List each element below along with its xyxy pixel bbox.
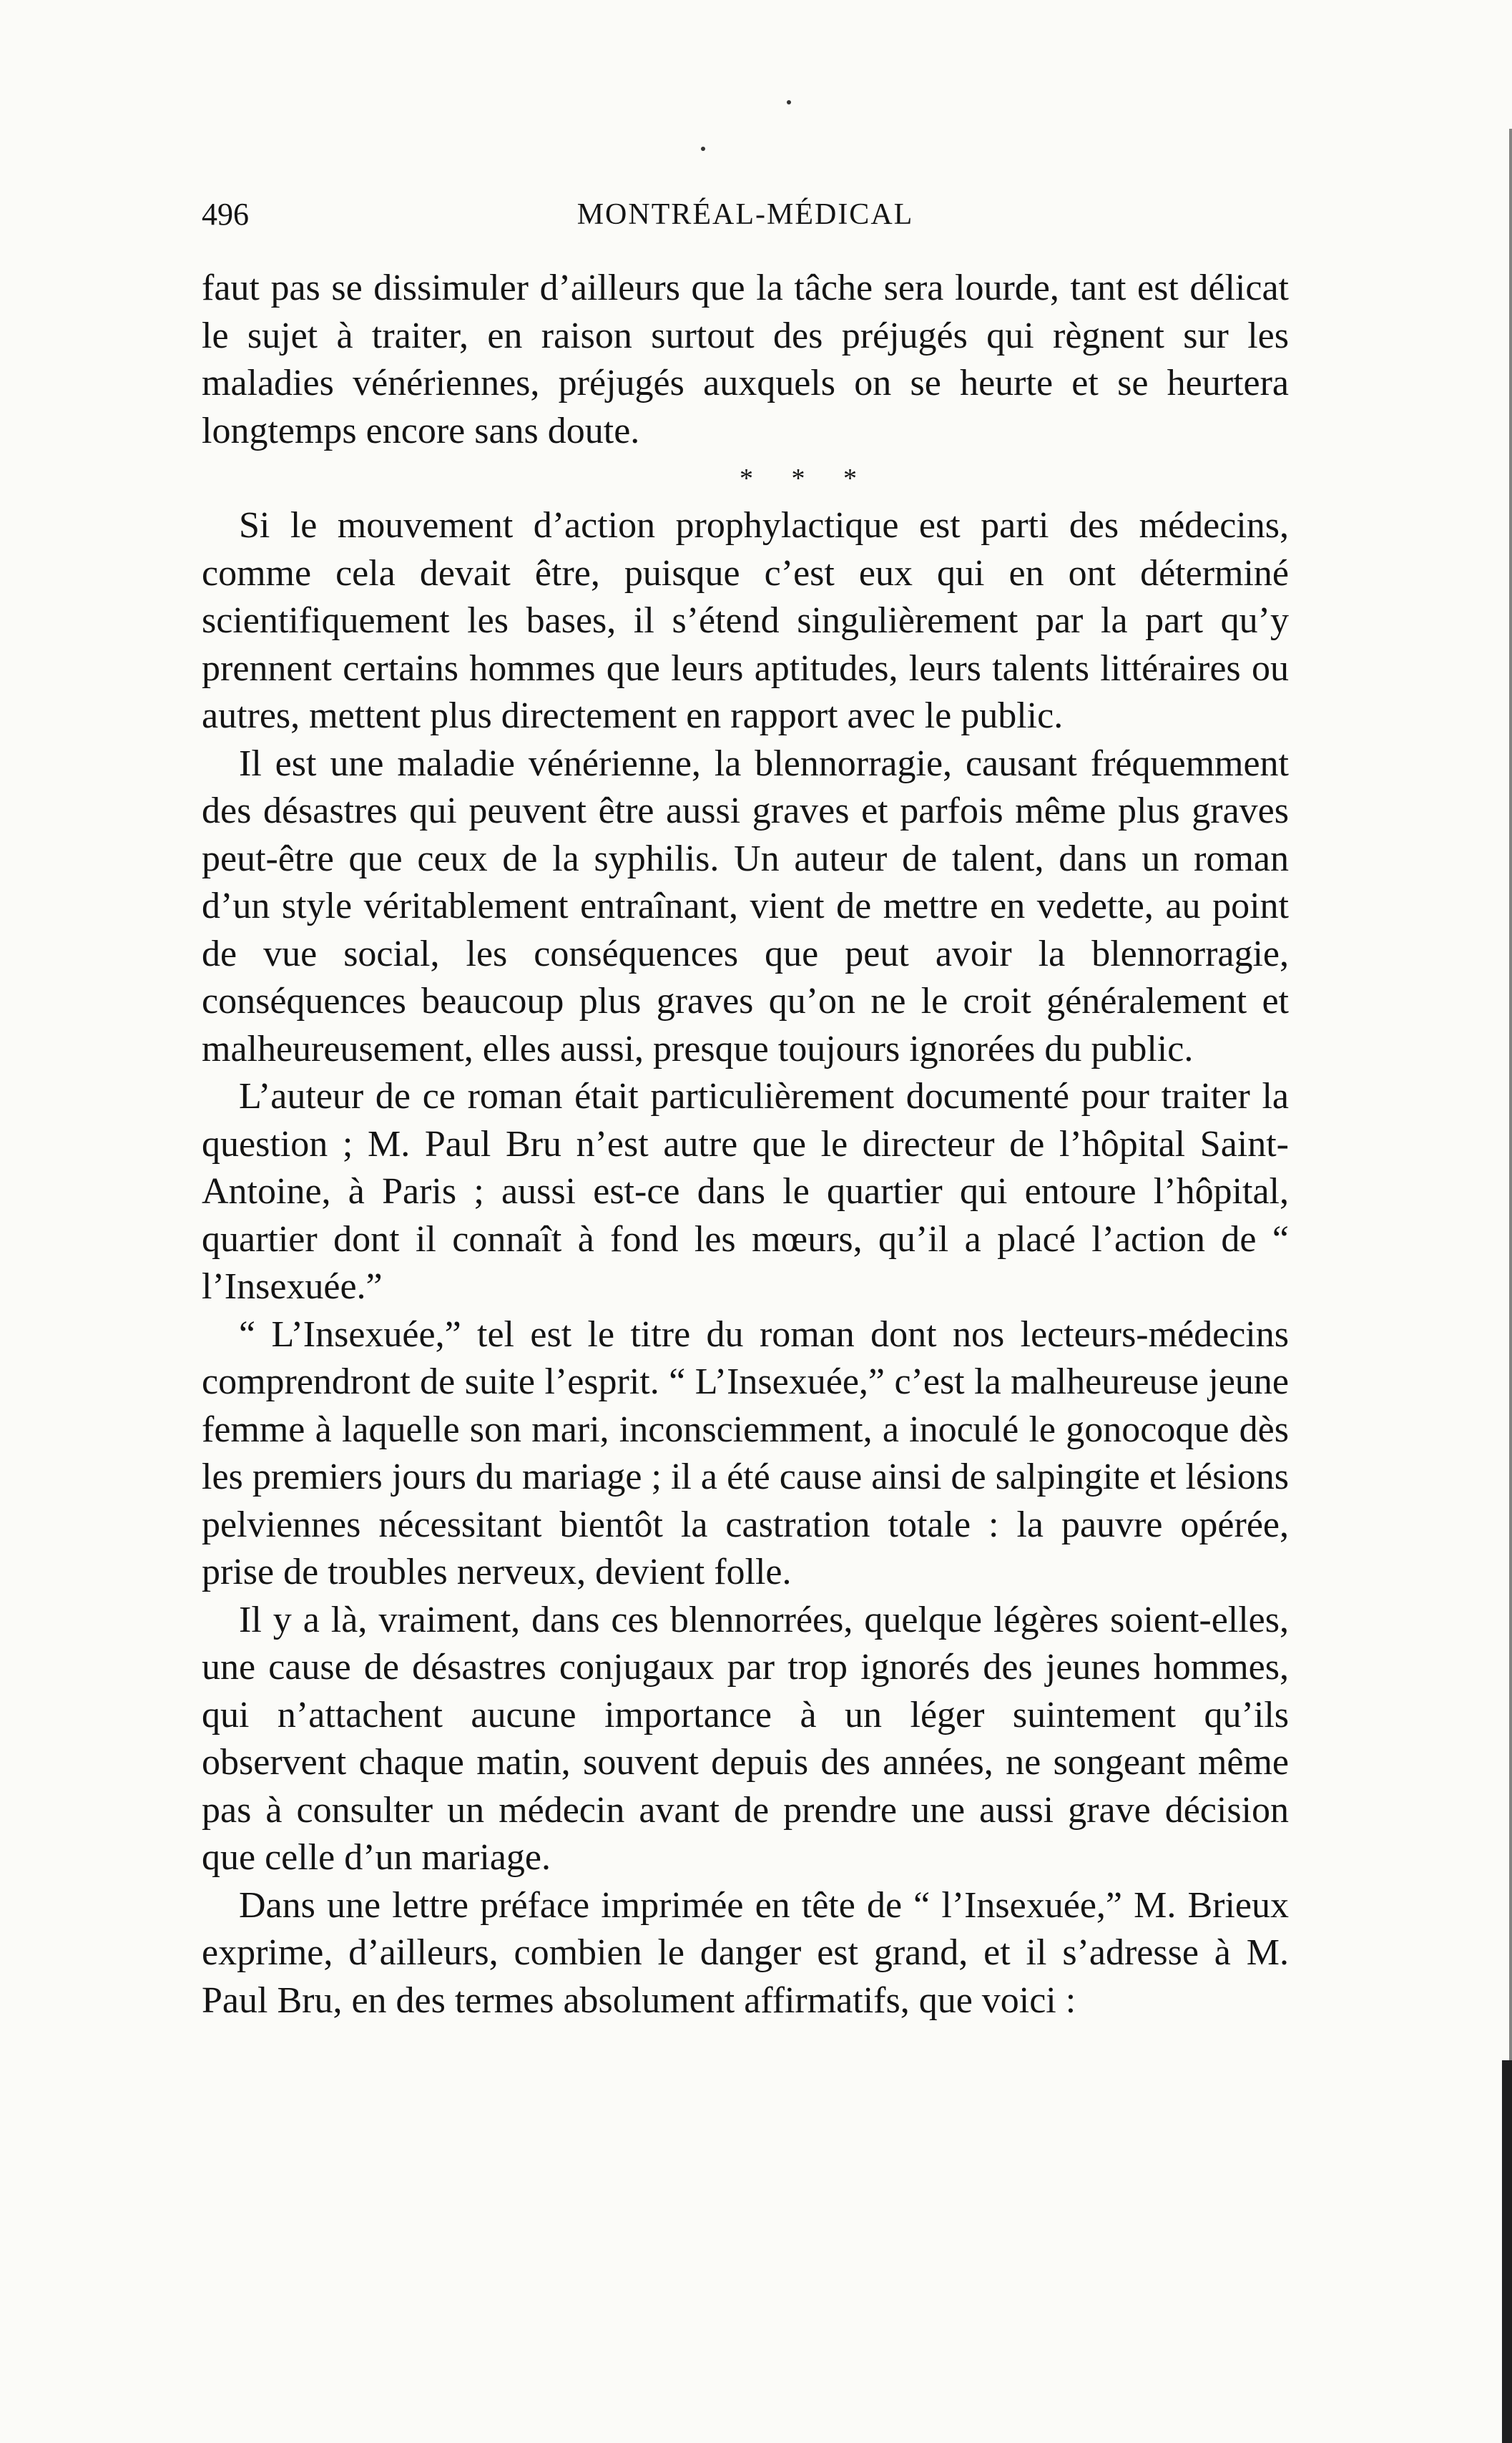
paragraph: Il est une maladie vénérienne, la blennorragie, causant fréquemment des désastres qui peuvent être aussi graves et parfois même plus graves peut-être que ceux de la syphilis. Un auteur de talent, dans un roman d’un style véritablement entraînant, vient de mettre en vedette, au point de vue social, les conséquences que peut avoir la blennorragie, conséquences beaucoup plus graves qu’on ne le croit généralement et malheureusement, elles aussi, presque toujours ignorées du public. (202, 743, 1289, 1069)
article-body (202, 265, 1289, 2025)
paragraph: “ L’Insexuée,” tel est le titre du roman dont nos lecteurs-médecins comprendront de suite l’esprit. “ L’Insexuée,” c’est la malheureuse jeune femme à laquelle son mari, inconsciemment, a inoculé le gonocoque dès les premiers jours du mariage ; il a été cause ainsi de salpingite et lésions pelviennes nécessitant bientôt la castration totale : la pauvre opérée, prise de troubles nerveux, devient folle. (202, 1313, 1289, 1592)
paragraph: L’auteur de ce roman était particulièrement documenté pour traiter la question ; M. Paul Bru n’est autre que le directeur de l’hôpital Saint-Antoine, à Paris ; aussi est-ce dans le quartier qui entoure l’hôpital, quartier dont il connaît à fond les mœurs, qu’il a placé l’action de “ l’Insexuée.” (202, 1076, 1289, 1307)
page (202, 186, 1289, 2025)
scan-speck (787, 100, 791, 104)
section-separator: * * * (740, 464, 873, 494)
scan-speck (701, 147, 705, 151)
paragraph: Il y a là, vraiment, dans ces blennorrées, quelque légères soient-elles, une cause de désastres conjugaux par trop ignorés des jeunes hommes, qui n’attachent aucune importance à un léger suintement qu’ils observent chaque matin, souvent depuis des années, ne songeant même pas à consulter un médecin avant de prendre une aussi grave décision que celle d’un mariage. (202, 1599, 1289, 1878)
running-head (202, 186, 1289, 243)
journal-title: MONTRÉAL-MÉDICAL (576, 198, 914, 231)
scan-edge-mark-heavy (1502, 2060, 1512, 2443)
scan-edge-mark (1509, 129, 1512, 2203)
page-number: 496 (202, 197, 249, 232)
paragraph-continued: faut pas se dissimuler d’ailleurs que la tâche sera lourde, tant est délicat le sujet à traiter, en raison surtout des préjugés qui règnent sur les maladies vénériennes, préjugés auxquels on se heurte et se heurtera longtemps encore sans doute. (202, 268, 1289, 451)
paragraph: Si le mouvement d’action prophylactique est parti des médecins, comme cela devait être, puisque c’est eux qui en ont déterminé scientifiquement les bases, il s’étend singulièrement par la part qu’y prennent certains hommes que leurs aptitudes, leurs talents littéraires ou autres, mettent plus directement en rapport avec le public. (202, 505, 1289, 736)
paragraph: Dans une lettre préface imprimée en tête de “ l’Insexuée,” M. Brieux exprime, d’ailleurs, combien le danger est grand, et il s’adresse à M. Paul Bru, en des termes absolument affirmatifs, que voici : (202, 1884, 1289, 2021)
